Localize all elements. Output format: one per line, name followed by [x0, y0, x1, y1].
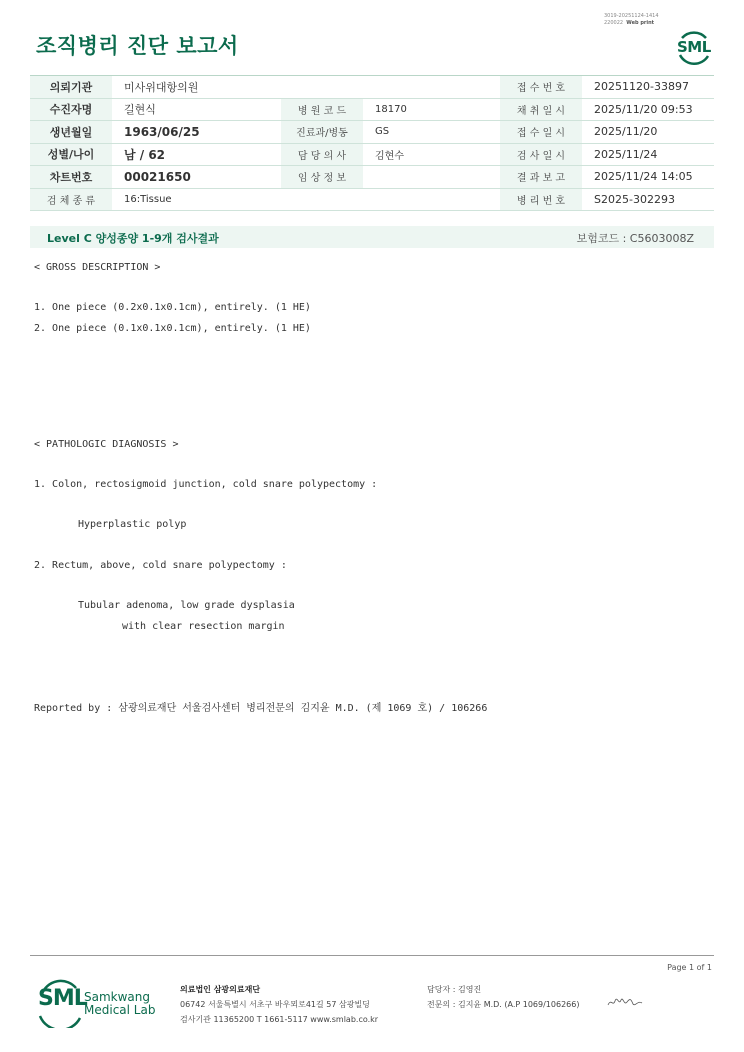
- label-receipt-number: 접 수 번 호: [500, 76, 582, 99]
- insurance-code: 보험코드 : C5603008Z: [576, 232, 694, 245]
- value-department: GS: [363, 121, 500, 144]
- label-chart-number: 차트번호: [30, 166, 112, 189]
- org-name: 의료법인 삼광의료재단: [180, 985, 261, 994]
- value-receipt-date: 2025/11/20: [582, 121, 714, 144]
- info-row: [30, 166, 714, 189]
- gross-description-header: < GROSS DESCRIPTION >: [34, 262, 161, 273]
- label-test-date: 검 사 일 시: [500, 143, 582, 166]
- value-chart-number: 00021650: [112, 166, 281, 189]
- value-collection-time: 2025/11/20 09:53: [582, 98, 714, 121]
- value-sex-age: 남 / 62: [112, 143, 281, 166]
- value-result-report: 2025/11/24 14:05: [582, 166, 714, 189]
- info-row: [30, 188, 714, 211]
- value-specimen-type: 16:Tissue: [112, 188, 281, 211]
- print-info: [604, 13, 659, 27]
- info-row: [30, 121, 714, 144]
- label-birth-date: 생년월일: [30, 121, 112, 144]
- report-title: 조직병리 진단 보고서: [36, 34, 239, 58]
- label-result-report: 결 과 보 고: [500, 166, 582, 189]
- label-specimen-type: 검 체 종 류: [30, 188, 112, 211]
- label-receipt-date: 접 수 일 시: [500, 121, 582, 144]
- print-label: Web print: [626, 20, 655, 26]
- footer-divider: [30, 955, 714, 956]
- label-pathology-number: 병 리 번 호: [500, 188, 582, 211]
- test-name: Level C 양성종양 1-9개 검사결과: [47, 232, 219, 245]
- org-address: 06742 서울특별시 서초구 바우뫼로41길 57 삼광빌딩: [180, 1000, 370, 1009]
- value-patient-name: 길현식: [112, 98, 281, 121]
- org-info: 검사기관 11365200 T 1661-5117 www.smlab.co.kr: [180, 1015, 379, 1024]
- diagnosis-2-detail: with clear resection margin: [122, 621, 285, 632]
- value-receipt-number: 20251120-33897: [582, 76, 714, 99]
- label-hospital-code: 병 원 코 드: [281, 98, 363, 121]
- value-pathology-number: S2025-302293: [582, 188, 714, 211]
- print-code: 220022: [604, 20, 624, 26]
- footer-logo: [36, 978, 166, 1028]
- gross-item: 2. One piece (0.1x0.1x0.1cm), entirely. (1 HE): [34, 323, 311, 334]
- page-number: Page 1 of 1: [667, 963, 712, 972]
- footer-contacts: [427, 982, 579, 1012]
- diagnosis-1-title: 1. Colon, rectosigmoid junction, cold snare polypectomy :: [34, 479, 378, 490]
- empty-cell: [363, 188, 500, 211]
- signature-image: [606, 994, 644, 1010]
- info-row: [30, 143, 714, 166]
- specialist: 전문의 : 김지윤 M.D. (A.P 1069/106266): [427, 1000, 580, 1009]
- value-hospital-code: 18170: [363, 98, 500, 121]
- sml-logo-top: [674, 26, 714, 66]
- diagnosis-2-result: Tubular adenoma, low grade dysplasia: [78, 600, 295, 611]
- label-department: 진료과/병동: [281, 121, 363, 144]
- print-id: 3019-20251124-1414: [604, 13, 659, 19]
- manager: 담당자 : 김영진: [427, 985, 482, 994]
- label-clinical-info: 임 상 정 보: [281, 166, 363, 189]
- pathologic-diagnosis-header: < PATHOLOGIC DIAGNOSIS >: [34, 439, 179, 450]
- label-sex-age: 성별/나이: [30, 143, 112, 166]
- test-name-bar: [30, 226, 714, 248]
- value-physician: 김현수: [363, 143, 500, 166]
- empty-cell: [281, 76, 363, 99]
- empty-cell: [363, 76, 500, 99]
- footer-logo-name: [84, 991, 155, 1017]
- value-referring-clinic: 미사위대항의원: [112, 76, 281, 99]
- diagnosis-2-title: 2. Rectum, above, cold snare polypectomy :: [34, 560, 287, 571]
- footer-logo-name-line1: Samkwang: [84, 990, 150, 1004]
- footer-logo-name-line2: Medical Lab: [84, 1003, 156, 1017]
- label-collection-time: 채 취 일 시: [500, 98, 582, 121]
- reported-by: Reported by : 삼광의료재단 서울검사센터 병리전문의 김지윤 M.D. (제 1069 호) / 106266: [34, 703, 488, 714]
- patient-info-table: [30, 75, 714, 211]
- diagnosis-1-result: Hyperplastic polyp: [78, 519, 187, 530]
- value-birth-date: 1963/06/25: [112, 121, 281, 144]
- value-clinical-info: [363, 166, 500, 189]
- info-row: [30, 76, 714, 99]
- footer-organization: [180, 982, 378, 1027]
- gross-item: 1. One piece (0.2x0.1x0.1cm), entirely. (1 HE): [34, 302, 311, 313]
- value-test-date: 2025/11/24: [582, 143, 714, 166]
- logo-text: SML: [677, 38, 711, 56]
- empty-cell: [281, 188, 363, 211]
- footer-logo-abbr: SML: [38, 986, 87, 1011]
- label-patient-name: 수진자명: [30, 98, 112, 121]
- info-row: [30, 98, 714, 121]
- label-physician: 담 당 의 사: [281, 143, 363, 166]
- label-referring-clinic: 의뢰기관: [30, 76, 112, 99]
